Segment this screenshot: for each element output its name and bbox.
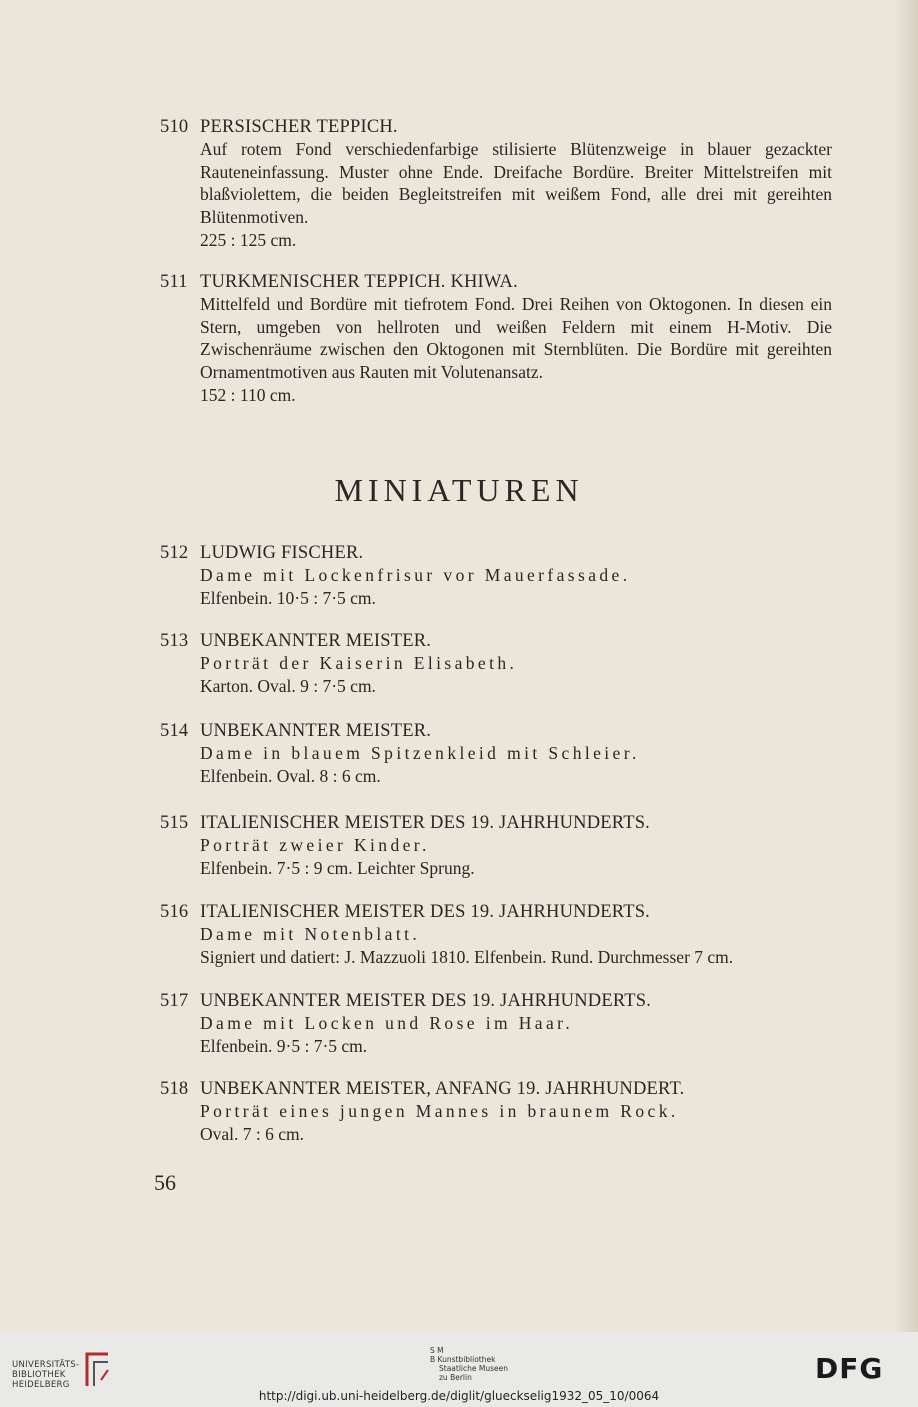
dfg-logo-text: DFG	[815, 1352, 884, 1385]
artwork-title: Dame in blauem Spitzenkleid mit Schleier.	[200, 743, 640, 763]
catalog-entry-510	[160, 116, 832, 252]
entry-body	[200, 834, 832, 879]
entry-number: 517	[160, 991, 189, 1011]
entry-body	[200, 742, 832, 787]
entry-title: UNBEKANNTER MEISTER, ANFANG 19. JAHRHUNDERT.	[200, 1079, 685, 1099]
entry-heading	[160, 812, 832, 834]
dfg-logo-icon[interactable]	[815, 1354, 905, 1384]
entry-size: 152 : 110 cm.	[200, 385, 296, 405]
catalog-entry-514	[160, 720, 832, 787]
entry-description	[200, 138, 832, 228]
catalog-entry-512	[160, 542, 832, 609]
entry-body	[200, 652, 832, 697]
viewer-footer	[0, 1332, 918, 1407]
entry-body	[200, 1100, 832, 1145]
entry-title: ITALIENISCHER MEISTER DES 19. JAHRHUNDERTS.	[200, 813, 651, 833]
artwork-title: Porträt eines jungen Mannes in braunem Rock.	[200, 1101, 679, 1121]
description-line: Mittelfeld und Bordüre mit tiefrotem Fond. Drei Reihen von Oktogonen. In	[200, 294, 753, 314]
entry-number: 513	[160, 631, 189, 651]
description-line: Die Zwischenräume zwischen den Oktogonen mit Sternblüten. Die Bordüre mit	[200, 316, 832, 359]
entry-heading	[160, 1078, 832, 1100]
description-line: Auf rotem Fond verschiedenfarbige stilisierte Blütenzweige in blauer gezackter	[200, 139, 832, 159]
entry-title: UNBEKANNTER MEISTER DES 19. JAHRHUNDERTS.	[200, 991, 652, 1011]
entry-body	[200, 1012, 832, 1057]
artwork-meta: Signiert und datiert: J. Mazzuoli 1810. Elfenbein. Rund. Durchmesser 7 cm.	[200, 946, 734, 967]
entry-size: 225 : 125 cm.	[200, 230, 297, 250]
smb-line: zu Berlin	[439, 1373, 472, 1382]
entry-body	[200, 138, 832, 252]
artwork-title: Dame mit Locken und Rose im Haar.	[200, 1013, 574, 1033]
entry-number: 511	[160, 272, 188, 292]
entry-body	[200, 923, 832, 968]
artwork-title: Porträt zweier Kinder.	[200, 835, 430, 855]
entry-title: UNBEKANNTER MEISTER.	[200, 631, 432, 651]
catalog-entry-516	[160, 901, 832, 968]
entry-title: TURKMENISCHER TEPPICH. KHIWA.	[200, 272, 518, 292]
entry-description	[200, 293, 832, 383]
entry-number: 512	[160, 543, 189, 563]
catalog-entry-515	[160, 812, 832, 879]
catalog-entry-517	[160, 990, 832, 1057]
entry-title: PERSISCHER TEPPICH.	[200, 117, 398, 137]
university-logo-icon[interactable]	[82, 1350, 112, 1392]
university-line: UNIVERSITÄTS-	[12, 1360, 80, 1370]
entry-heading	[160, 630, 832, 652]
entry-number: 516	[160, 902, 189, 922]
artwork-title: Porträt der Kaiserin Elisabeth.	[200, 653, 518, 673]
artwork-meta: Oval. 7 : 6 cm.	[200, 1123, 305, 1144]
entry-heading	[160, 720, 832, 742]
smb-line: Staatliche Museen	[439, 1364, 508, 1373]
catalog-entry-513	[160, 630, 832, 697]
entry-title: LUDWIG FISCHER.	[200, 543, 364, 563]
page-number: 56	[154, 1170, 176, 1195]
description-line: diesen ein Stern, umgeben von hellroten und weißen Feldern mit einem H-Motiv.	[200, 294, 833, 337]
smb-kunstbibliothek-label[interactable]	[430, 1346, 508, 1382]
entry-title: ITALIENISCHER MEISTER DES 19. JAHRHUNDERTS.	[200, 902, 651, 922]
entry-body	[200, 293, 832, 407]
artwork-meta: Elfenbein. 9·5 : 7·5 cm.	[200, 1035, 368, 1056]
entry-heading	[160, 901, 832, 923]
entry-heading	[160, 542, 832, 564]
artwork-meta: Elfenbein. 10·5 : 7·5 cm.	[200, 587, 376, 608]
entry-heading	[160, 271, 832, 293]
entry-heading	[160, 116, 832, 138]
artwork-title: Dame mit Lockenfrisur vor Mauerfassade.	[200, 565, 631, 585]
entry-number: 514	[160, 721, 189, 741]
university-line: HEIDELBERG	[12, 1380, 70, 1390]
artwork-meta: Elfenbein. Oval. 8 : 6 cm.	[200, 765, 381, 786]
catalog-entry-511	[160, 271, 832, 407]
smb-line: B Kunstbibliothek	[430, 1355, 496, 1364]
entry-body	[200, 564, 832, 609]
entry-number: 518	[160, 1079, 189, 1099]
section-title: MINIATUREN	[334, 472, 584, 508]
catalog-entry-518	[160, 1078, 832, 1145]
entry-number: 510	[160, 117, 189, 137]
smb-line: S M	[430, 1346, 444, 1355]
description-line: Rauteneinfassung. Muster ohne Ende. Dreifache Bordüre. Breiter Mittelstreifen	[200, 161, 799, 182]
entry-heading	[160, 990, 832, 1012]
entry-number: 515	[160, 813, 189, 833]
description-line: mit blaßviolettem, die beiden Begleitstreifen mit weißem Fond, alle drei mit	[200, 161, 833, 204]
permalink-url[interactable]: http://digi.ub.uni-heidelberg.de/diglit/glueckselig1932_05_10/0064	[258, 1389, 660, 1403]
university-library-label[interactable]	[12, 1360, 79, 1390]
description-line: gereihten Blütenmotiven.	[200, 184, 833, 227]
artwork-meta: Elfenbein. 7·5 : 9 cm. Leichter Sprung.	[200, 857, 475, 878]
university-line: BIBLIOTHEK	[12, 1370, 66, 1380]
artwork-title: Dame mit Notenblatt.	[200, 924, 421, 944]
entry-title: UNBEKANNTER MEISTER.	[200, 721, 432, 741]
description-line: gereihten Ornamentmotiven aus Rauten mit Volutenansatz.	[200, 339, 833, 382]
artwork-meta: Karton. Oval. 9 : 7·5 cm.	[200, 675, 376, 696]
